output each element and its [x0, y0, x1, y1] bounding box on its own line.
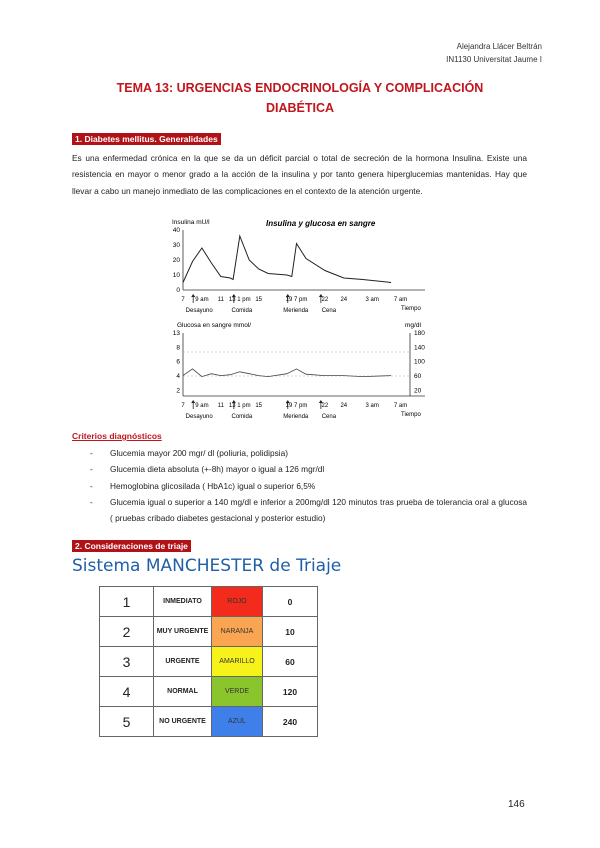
x-tick-label: 11: [217, 403, 224, 409]
y-tick-label: 30: [172, 242, 180, 249]
y-tick-label: 20: [172, 257, 180, 264]
priority-number: 2: [100, 617, 154, 647]
right-y-tick-label: 20: [414, 387, 422, 395]
meal-arrow-head-icon: [286, 294, 290, 297]
y-tick-label: 4: [176, 372, 180, 380]
priority-time: 240: [263, 707, 318, 737]
glucose-series-line: [183, 369, 391, 377]
meal-label: Cena: [321, 308, 337, 314]
x-tick-label: 7 am: [393, 403, 408, 409]
priority-color: ROJO: [212, 587, 263, 617]
priority-level: INMEDIATO: [154, 587, 212, 617]
x-tick-label: 3 am: [365, 297, 379, 303]
criteria-list: [90, 445, 527, 526]
y-tick-label: 13: [172, 330, 180, 337]
priority-color: VERDE: [212, 677, 263, 707]
meal-label: Cena: [321, 414, 337, 420]
right-y-tick-label: 140: [414, 344, 425, 352]
manchester-title: Sistema MANCHESTER de Triaje: [72, 556, 342, 576]
glucose-x-axis-label: Tiempo: [401, 412, 421, 418]
x-tick-label: 24: [340, 297, 348, 303]
insulin-axis-label: Insulina mU/l: [172, 219, 210, 226]
course-name: IN1130 Universitat Jaume I: [446, 55, 542, 64]
meal-arrow-head-icon: [191, 400, 195, 403]
title-line-2: DIABÉTICA: [265, 101, 335, 115]
criteria-item: - Hemoglobina glicosilada ( HbA1c) igual o superior 6,5%: [90, 478, 527, 494]
right-y-tick-label: 180: [414, 330, 425, 337]
x-tick-label: 3 am: [365, 403, 379, 409]
insulin-x-axis-label: Tiempo: [401, 306, 421, 312]
priority-color: AMARILLO: [212, 647, 263, 677]
priority-level: NORMAL: [154, 677, 212, 707]
priority-number: 3: [100, 647, 154, 677]
section-1-heading: 1. Diabetes mellitus. Generalidades: [72, 133, 221, 145]
glucose-axis-label: Glucosa en sangre mmol/: [177, 322, 252, 329]
priority-level: MUY URGENTE: [154, 617, 212, 647]
table-row: [100, 617, 318, 647]
x-tick-label: 19 7 pm: [285, 297, 308, 303]
criteria-title: Criterios diagnósticos: [72, 431, 162, 441]
priority-time: 60: [263, 647, 318, 677]
priority-color: AZUL: [212, 707, 263, 737]
x-tick-label: 22: [321, 297, 329, 303]
meal-label: Merienda: [283, 414, 309, 420]
meal-label: Desayuno: [185, 308, 213, 314]
manchester-table: [99, 586, 318, 737]
section-1-paragraph: Es una enfermedad crónica en la que se da un déficit parcial o total de secreción de la hormona Insulina. Existe una resistencia en mayor o menor grado a la acción de la insulina y por tanto genera hiperglucemias mantenidas. Hay que llevar a cabo un manejo inmediato de las complicaciones en el contexto de la atención urgente.: [72, 153, 527, 196]
right-y-tick-label: 60: [414, 372, 422, 380]
y-tick-label: 2: [176, 387, 180, 395]
x-tick-label: 22: [321, 403, 329, 409]
x-tick-label: 15: [255, 297, 263, 303]
x-tick-label: 9 am: [195, 297, 209, 303]
y-tick-label: 40: [172, 227, 180, 234]
table-row: [100, 587, 318, 617]
meal-label: Comida: [231, 414, 253, 420]
y-tick-label: 8: [176, 344, 180, 352]
priority-color: NARANJA: [212, 617, 263, 647]
title-line-1: TEMA 13: URGENCIAS ENDOCRINOLOGÍA Y COMPLICACIÓN: [116, 81, 484, 95]
insulin-series-line: [183, 236, 391, 283]
x-tick-label: 24: [340, 403, 348, 409]
x-tick-label: 11: [217, 297, 224, 303]
x-tick-label: 13 1 pm: [228, 403, 251, 409]
glucose-right-axis-label: mg/dl: [405, 322, 421, 329]
priority-number: 5: [100, 707, 154, 737]
priority-level: NO URGENTE: [154, 707, 212, 737]
meal-arrow-head-icon: [232, 400, 236, 403]
table-row: [100, 707, 318, 737]
x-tick-label: 9 am: [195, 403, 209, 409]
section-2-heading: 2. Consideraciones de triaje: [72, 540, 191, 552]
meal-arrow-head-icon: [232, 294, 236, 297]
meal-arrow-head-icon: [319, 400, 323, 403]
meal-arrow-head-icon: [319, 294, 323, 297]
priority-number: 1: [100, 587, 154, 617]
meal-arrow-head-icon: [286, 400, 290, 403]
y-tick-label: 0: [176, 287, 180, 294]
table-row: [100, 647, 318, 677]
priority-level: URGENTE: [154, 647, 212, 677]
meal-label: Comida: [231, 308, 253, 314]
x-tick-label: 7: [181, 403, 185, 409]
y-tick-label: 10: [172, 272, 180, 279]
meal-label: Desayuno: [185, 414, 213, 420]
priority-number: 4: [100, 677, 154, 707]
priority-time: 0: [263, 587, 318, 617]
page-header: [446, 40, 542, 66]
priority-time: 120: [263, 677, 318, 707]
x-tick-label: 13 1 pm: [228, 297, 251, 303]
right-y-tick-label: 100: [414, 358, 425, 366]
page-number: 146: [508, 799, 525, 810]
table-row: [100, 677, 318, 707]
author-name: Alejandra Llácer Beltrán: [456, 42, 542, 51]
y-tick-label: 6: [176, 358, 180, 366]
x-tick-label: 7: [181, 297, 185, 303]
x-tick-label: 19 7 pm: [285, 403, 308, 409]
priority-time: 10: [263, 617, 318, 647]
x-tick-label: 7 am: [393, 297, 408, 303]
meal-arrow-head-icon: [191, 294, 195, 297]
criteria-item: - Glucemia dieta absoluta (+-8h) mayor o igual a 126 mgr/dl: [90, 461, 527, 477]
criteria-item: - Glucemia mayor 200 mgr/ dl (poliuria, polidipsia): [90, 445, 527, 461]
insulin-chart-title: Insulina y glucosa en sangre: [266, 219, 376, 228]
page-title: [60, 78, 540, 118]
meal-label: Merienda: [283, 308, 309, 314]
x-tick-label: 15: [255, 403, 263, 409]
criteria-item: - Glucemia igual o superior a 140 mg/dl e inferior a 200mg/dl 120 minutos tras prueba de tolerancia oral a glucosa ( pruebas cribado diabetes gestacional y posterior estudio): [90, 494, 527, 527]
